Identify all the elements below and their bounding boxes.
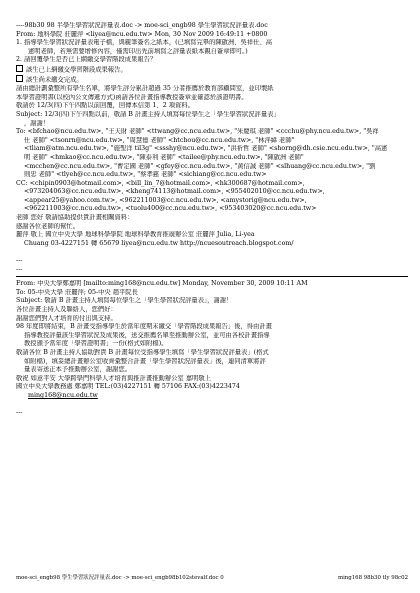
item-1: 1. 指導學生學習狀況評量表電子檔，與親筆簽名之紙本，(已填寫完畢的陳啟洲、吳祥仕、高 — [16, 39, 273, 47]
cc-line-2: <973204063@cc.ncu.edu.tw>, <kheng74113@hotmail.com>, <955402010@cc.ncu.edu.tw>, — [24, 188, 325, 196]
separator-dashes-3: --- — [16, 409, 23, 417]
cc-line-1: CC: <chipin0903@hotmail.com>, <bill_lin_7@hotmail.com>, <hk300687@hotmail.com>, — [16, 179, 305, 187]
checkbox-submitted-label: 該生已上網繳交學習階段成果報告。 — [26, 66, 127, 74]
body-para-2-cont-1: 如附檔)，填妥總計畫辦公室收齊彙整合計畫「學生學習狀況評量表」後，連同清單將評 — [24, 357, 266, 365]
thanks-line: 感謝各位老師的幫忙。 — [16, 222, 79, 230]
footer-right: ming168 98b30 tly 98c02 — [337, 575, 408, 581]
body-greeting: 各位計畫主持人及聯絡人，您們好： — [16, 306, 117, 313]
to-line-2: 仕 老師" <tsonrn@ncu.edu.tw>, "周慧德 老師" <htchou@cc.ncu.edu.tw>, "林泮緯 老師" — [24, 136, 295, 144]
footer-left: moe-sci_engb98 學生學習狀況評量表.doc -> moe-sci_engb98b102stevalf.doc 0 — [16, 575, 224, 581]
from-line-2: From: 中央大學鄭嘉明 [mailto:ming168@ncu.edu.tw] Monday, November 30, 2009 10:11 AM — [16, 280, 308, 288]
email-thread — [16, 22, 408, 418]
cc-line-3: <appear25@yahoo.com.tw>, <962211003@cc.ncu.edu.tw>, <amystorig@ncu.edu.tw>, — [24, 196, 307, 204]
spacer — [16, 248, 408, 257]
signature-line-2: Chuang 03-4227151 轉 65679 liyea@ncu.edu.tw http://ncuesoutreach.blogspot.com/ — [24, 239, 294, 247]
subject-line-2: Subject: 敬請 B 計畫主持人填寫每位學生之「學生學習狀況評量表」，謝謝！ — [16, 297, 233, 305]
item-2: 2. 請回覆學生是否已上網繳交學習階段成果報告？ — [16, 56, 157, 64]
to-line-1: To: <bfchao@ncu.edu.tw>, "王天財 老師" <ttwang@cc.ncu.edu.tw>, "朱慶琪 老師" <ccchu@phy.ncu.edu.tw>, "吳祥 — [16, 128, 379, 136]
to-line-5: <mcchen@cc.ncu.edu.tw>, "曹定國 老師" <gfey@cc.ncu.edu.tw>, "黃信誠 老師" <slhuang@cc.ncu.edu.tw>, "劉 — [24, 162, 376, 170]
to-line-b: To: 05-中央大學 莊麗萍; 05-中央 趙平院長 — [16, 288, 138, 296]
divider-rule — [16, 276, 408, 278]
from-line: From: 地科學院 莊麗萍 <liyea@ncu.edu.tw> Mon, 30 Nov 2009 16:49:11 +0800 — [16, 30, 268, 38]
body-thanks: 謝謝您們對人才培育的付出與支持。 — [16, 314, 117, 322]
checkbox-row-submitted — [16, 65, 408, 75]
subject-line-1-cont: ，謝謝！ — [24, 119, 50, 127]
subject-line-1: Subject: 12/3(四)下午四點以前，敬請 B 計畫主持人填寫每位學生之「學生學習狀況評量表」 — [16, 110, 280, 118]
checkbox-row-not-submitted — [16, 75, 408, 85]
email-link[interactable]: ming168@ncu.edu.tw — [28, 391, 98, 399]
signature-line-1: 麗萍 敬上 國立中央大學 地球科學學院 地球科學教育推廣辦公室 莊麗萍 Julia, Li-yea — [16, 231, 255, 239]
org-line: 國立中央大學教務處 鄭嘉明 TEL:(03)4227151 轉 57106 FAX:(03)4223474 — [16, 383, 240, 391]
checkbox-submitted[interactable] — [16, 65, 23, 72]
body-para-2-cont-2: 量表寄送正本予推動辦公室，謝謝您。 — [24, 366, 132, 374]
paragraph-1-cont: 本學習證明書(以校內公文傳遞方式)函請各位計畫指導教授簽章並確認於該證明書。 — [16, 93, 248, 101]
cc-line-4: <962211003@cc.ncu.edu.tw>, <tuolu400@cc.ncu.edu.tw>, <953403020@cc.ncu.edu.tw> — [24, 205, 317, 213]
body-para-1-cont-2: 教授頒予當年度「學習證明書」一份(格式如附檔)。 — [24, 340, 168, 348]
closing-line: 敬祝 如意平安 大學跨學門科學人才培育與推計畫推動辦公室 嘉明敬上 — [16, 374, 211, 382]
checkbox-not-submitted[interactable] — [16, 75, 23, 82]
to-line-6: 則忠 老師" <tlyeh@cc.ncu.edu.tw>, "蔡孝慈 老師" <sichiang@cc.ncu.edu.tw> — [24, 171, 267, 179]
separator-dashes-1: --- — [16, 257, 23, 265]
item-1-cont: 憲明老師，若無需要增修內容，僅需印出先前填寫之評量表紙本親自簽章即可。) — [28, 47, 248, 55]
spacer — [16, 401, 408, 410]
greeting-line: 老師 您好 敬請協助提供貴計畫相關資料： — [16, 214, 134, 222]
body-para-1-cont-1: 指導教授評量該生學習狀況及成果後，送交推薦名單至推動辦公室，並可由各校計畫指導 — [24, 331, 270, 339]
body-para-2: 敬請各位 B 計畫主持人協助對貴 B 計畫每位受指導學生填寫「學生學習狀況評量表」(格式 — [16, 348, 269, 356]
deadline-line: 敬請於 12/3(四)下午四點以前回覆，回傳本信第 1、2 項資料。 — [16, 102, 194, 110]
separator-dashes-2: --- — [16, 265, 23, 273]
to-line-4: 明 老師" <hmkao@cc.ncu.edu.tw>, "陳泰利 老師" <tailee@phy.ncu.edu.tw>, "陳啟洲 老師" — [24, 153, 304, 161]
header-line: ----98b30 98 半學生學習狀況評量表.doc -> moe-sci_engb98 學生學習狀況評量表.doc — [16, 22, 268, 29]
body-para-1: 98 年度即將結束，B 計畫受指導學生於當年度期末繳交「學習階段成果報告」後，得由計畫 — [16, 323, 272, 331]
to-line-3: <tliam@atm.ncu.edu.tw>, "施聖洋 til3g" <ssshy@ncu.edu.tw>, "洪祈哲 老師" <shorng@dh.csie.ncu.edu.tw>, "高憲 — [24, 145, 388, 153]
paragraph-1: 請由總計劃彙整所有學生名單，將學生評分累計超過 35 分者推薦於教育部顧問室，並印製紙 — [16, 85, 274, 93]
checkbox-not-submitted-label: 該生尚未繳交完成。 — [26, 76, 83, 84]
